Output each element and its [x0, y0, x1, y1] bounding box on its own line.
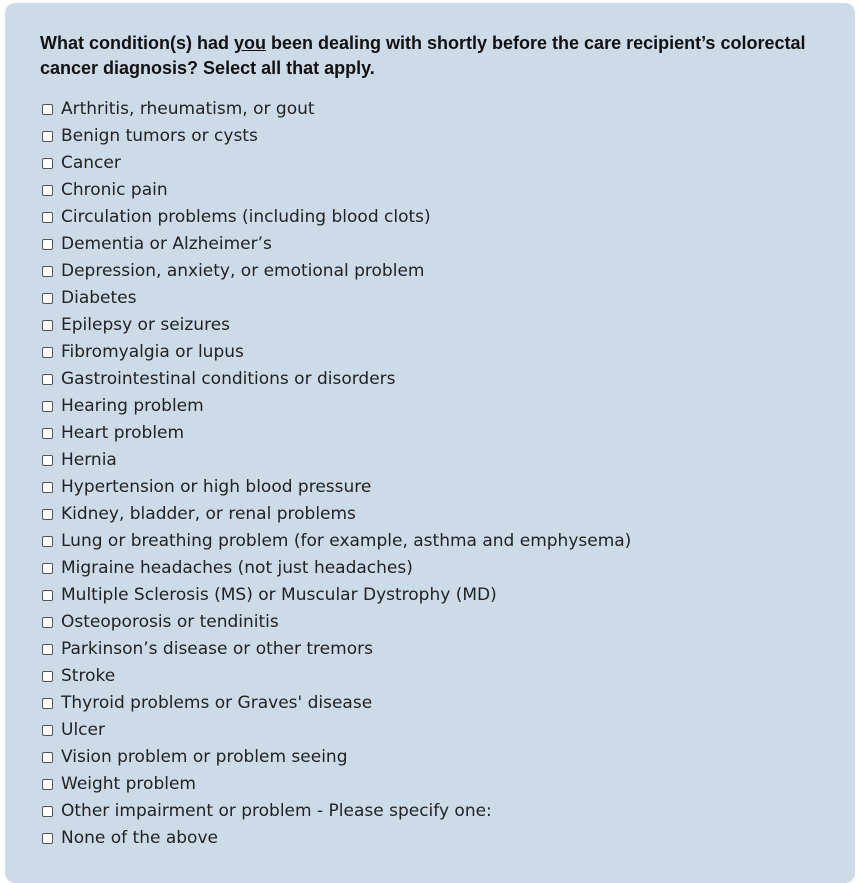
option-dementia[interactable]	[40, 231, 855, 258]
checkbox[interactable]	[42, 347, 53, 358]
option-epilepsy[interactable]	[40, 312, 855, 339]
option-fibromyalgia[interactable]	[40, 339, 855, 366]
checkbox[interactable]	[42, 806, 53, 817]
option-label: Cancer	[61, 153, 121, 173]
option-label: Stroke	[61, 666, 116, 686]
option-none[interactable]	[40, 825, 855, 852]
option-label: Lung or breathing problem (for example, asthma and emphysema)	[61, 531, 632, 551]
option-label: Migraine headaches (not just headaches)	[61, 558, 413, 578]
option-label: Parkinson’s disease or other tremors	[61, 639, 373, 659]
checkbox[interactable]	[42, 320, 53, 331]
option-depression[interactable]	[40, 258, 855, 285]
option-label: Benign tumors or cysts	[61, 126, 258, 146]
question-text-before: What condition(s) had	[40, 33, 234, 53]
option-cancer[interactable]	[40, 150, 855, 177]
question-panel	[5, 3, 855, 883]
checkbox[interactable]	[42, 698, 53, 709]
checkbox[interactable]	[42, 131, 53, 142]
option-benign-tumors[interactable]	[40, 123, 855, 150]
option-ms-md[interactable]	[40, 582, 855, 609]
option-lung[interactable]	[40, 528, 855, 555]
option-label: Diabetes	[61, 288, 137, 308]
option-kidney[interactable]	[40, 501, 855, 528]
checkbox[interactable]	[42, 752, 53, 763]
checkbox[interactable]	[42, 536, 53, 547]
option-label: Kidney, bladder, or renal problems	[61, 504, 356, 524]
checkbox[interactable]	[42, 266, 53, 277]
checkbox[interactable]	[42, 428, 53, 439]
option-label: Depression, anxiety, or emotional problem	[61, 261, 425, 281]
checkbox[interactable]	[42, 644, 53, 655]
option-label: Arthritis, rheumatism, or gout	[61, 99, 315, 119]
option-thyroid[interactable]	[40, 690, 855, 717]
option-label: Vision problem or problem seeing	[61, 747, 348, 767]
option-diabetes[interactable]	[40, 285, 855, 312]
checkbox[interactable]	[42, 293, 53, 304]
option-label: Hernia	[61, 450, 117, 470]
option-label: Gastrointestinal conditions or disorders	[61, 369, 396, 389]
checkbox[interactable]	[42, 374, 53, 385]
checkbox[interactable]	[42, 725, 53, 736]
option-arthritis[interactable]	[40, 96, 855, 123]
checkbox[interactable]	[42, 185, 53, 196]
checkbox[interactable]	[42, 671, 53, 682]
option-label: Hypertension or high blood pressure	[61, 477, 372, 497]
option-label: Hearing problem	[61, 396, 204, 416]
option-weight[interactable]	[40, 771, 855, 798]
checkbox[interactable]	[42, 455, 53, 466]
option-label: Chronic pain	[61, 180, 168, 200]
checkbox[interactable]	[42, 509, 53, 520]
option-label: Epilepsy or seizures	[61, 315, 231, 335]
question-text-after: been dealing with shortly before the care recipient’s colorectal cancer diagnosis? Select all that apply.	[40, 33, 806, 78]
option-hearing[interactable]	[40, 393, 855, 420]
option-migraine[interactable]	[40, 555, 855, 582]
option-stroke[interactable]	[40, 663, 855, 690]
option-label: Heart problem	[61, 423, 185, 443]
option-hypertension[interactable]	[40, 474, 855, 501]
checkbox[interactable]	[42, 212, 53, 223]
option-hernia[interactable]	[40, 447, 855, 474]
checkbox[interactable]	[42, 158, 53, 169]
checkbox[interactable]	[42, 617, 53, 628]
checkbox[interactable]	[42, 590, 53, 601]
option-label: Osteoporosis or tendinitis	[61, 612, 279, 632]
checkbox[interactable]	[42, 482, 53, 493]
option-ulcer[interactable]	[40, 717, 855, 744]
option-label: Weight problem	[61, 774, 196, 794]
option-circulation[interactable]	[40, 204, 855, 231]
question-text-emphasis: you	[233, 33, 266, 53]
option-parkinsons[interactable]	[40, 636, 855, 663]
checkbox[interactable]	[42, 563, 53, 574]
option-other[interactable]	[40, 798, 855, 825]
option-label: Thyroid problems or Graves' disease	[61, 693, 373, 713]
checkbox[interactable]	[42, 401, 53, 412]
question-text	[40, 31, 840, 81]
option-label: Fibromyalgia or lupus	[61, 342, 244, 362]
checkbox[interactable]	[42, 239, 53, 250]
option-label: Other impairment or problem - Please specify one:	[61, 801, 492, 821]
option-chronic-pain[interactable]	[40, 177, 855, 204]
checkbox[interactable]	[42, 833, 53, 844]
option-osteoporosis[interactable]	[40, 609, 855, 636]
option-label: None of the above	[61, 828, 218, 848]
option-heart[interactable]	[40, 420, 855, 447]
option-gastrointestinal[interactable]	[40, 366, 855, 393]
option-label: Multiple Sclerosis (MS) or Muscular Dystrophy (MD)	[61, 585, 497, 605]
checkbox[interactable]	[42, 779, 53, 790]
checkbox[interactable]	[42, 104, 53, 115]
option-label: Ulcer	[61, 720, 105, 740]
option-label: Dementia or Alzheimer’s	[61, 234, 272, 254]
option-vision[interactable]	[40, 744, 855, 771]
option-label: Circulation problems (including blood clots)	[61, 207, 431, 227]
options-list	[40, 96, 855, 852]
